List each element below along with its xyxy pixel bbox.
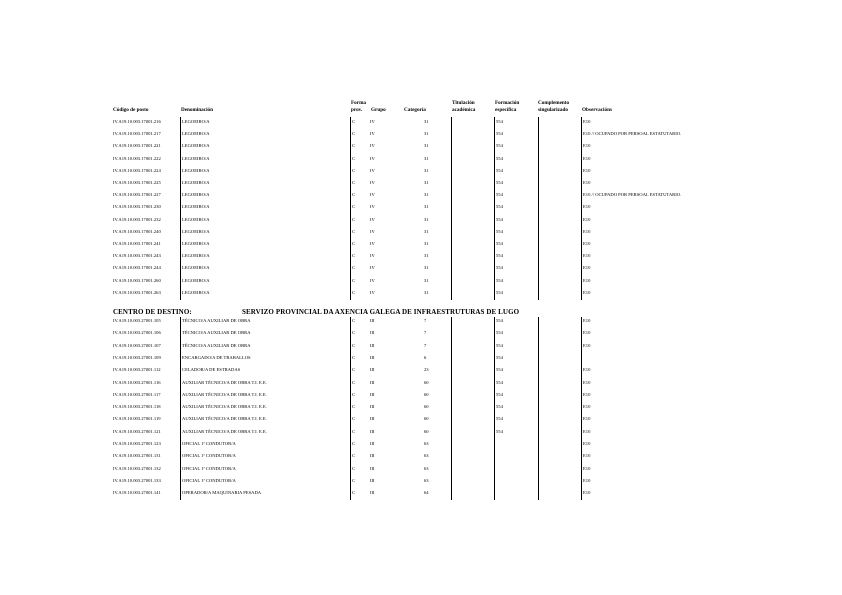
header-codigo: Código de posto (113, 107, 149, 113)
column-divider (350, 317, 351, 500)
cell-observacions: E10 (583, 167, 591, 173)
cell-denominacion: LEGOEIRO/A (182, 216, 210, 222)
cell-categoria: 63 (424, 453, 429, 459)
cell-observacions: E10 (583, 277, 591, 283)
cell-formacion: 554 (496, 228, 503, 234)
cell-categoria: 60 (424, 391, 429, 397)
cell-categoria: 31 (424, 204, 429, 210)
cell-grupo: IV (370, 155, 375, 161)
cell-categoria: 31 (424, 167, 429, 173)
cell-forma: C (352, 404, 356, 410)
cell-denominacion: OFICIAL 1ª CONDUTOR/A (182, 477, 236, 483)
cell-forma: C (352, 277, 356, 283)
cell-formacion: 554 (496, 204, 503, 210)
header-categoria: Categoría (404, 107, 426, 113)
cell-denominacion: AUXILIAR TÉCNICO/A DE OBRA T.I. E.E. (182, 428, 267, 434)
cell-categoria: 63 (424, 441, 429, 446)
header-grupo: Grupo (371, 107, 386, 113)
cell-observacions: E10 (583, 490, 591, 496)
cell-categoria: 31 (424, 265, 429, 271)
cell-denominacion: LEGOEIRO/A (182, 241, 210, 246)
cell-grupo: IV (370, 180, 375, 185)
cell-grupo: III (370, 490, 375, 496)
column-divider (494, 117, 495, 300)
cell-formacion: 554 (496, 155, 503, 161)
cell-observacions: E10 (583, 216, 591, 222)
cell-denominacion: LEGOEIRO/A (182, 253, 210, 259)
header-denominacion: Denominación (181, 107, 213, 113)
column-divider (180, 317, 181, 500)
header-complemento: Complemento singularizado (538, 100, 570, 113)
cell-formacion: 554 (496, 367, 503, 373)
cell-formacion: 554 (496, 253, 503, 259)
cell-observacions: E10 (583, 342, 591, 348)
cell-formacion: 554 (496, 330, 503, 336)
cell-forma: C (352, 216, 356, 222)
cell-denominacion: TÉCNICO/A AUXILIAR DE OBRA (182, 342, 251, 348)
cell-grupo: IV (370, 228, 375, 234)
column-divider (180, 117, 181, 300)
cell-grupo: IV (370, 143, 375, 149)
cell-denominacion: OPERADOR/A MAQUINARIA PESADA (182, 490, 262, 496)
cell-grupo: IV (370, 119, 375, 124)
cell-grupo: III (370, 330, 375, 336)
column-divider (494, 317, 495, 500)
cell-grupo: III (370, 404, 375, 410)
cell-forma: C (352, 253, 356, 259)
cell-forma: C (352, 342, 356, 348)
cell-formacion: 554 (496, 379, 503, 385)
cell-formacion: 554 (496, 131, 503, 137)
cell-categoria: 23 (424, 367, 429, 373)
column-divider (581, 117, 582, 300)
cell-observacions: E10 (583, 428, 591, 434)
cell-categoria: 63 (424, 477, 429, 483)
cell-codigo: IV.A19.10.003.17001.217 (113, 131, 161, 137)
cell-denominacion: OFICIAL 1ª CONDUTOR/A (182, 465, 236, 471)
cell-codigo: IV.A19.10.003.17001.263 (113, 289, 161, 295)
cell-denominacion: LEGOEIRO/A (182, 204, 210, 210)
cell-categoria: 31 (424, 143, 429, 149)
cell-denominacion: LEGOEIRO/A (182, 167, 210, 173)
cell-codigo: IV.A19.10.003.27001.123 (113, 441, 161, 446)
cell-grupo: IV (370, 241, 375, 246)
cell-categoria: 6 (424, 354, 427, 360)
cell-denominacion: CELADOR/A DE ESTRADAS (182, 367, 241, 373)
cell-forma: C (352, 428, 356, 434)
cell-categoria: 60 (424, 428, 429, 434)
cell-codigo: IV.A19.10.003.17001.230 (113, 204, 161, 210)
cell-codigo: IV.A19.10.003.27001.106 (113, 330, 161, 336)
cell-denominacion: LEGOEIRO/A (182, 180, 210, 185)
cell-formacion: 554 (496, 289, 503, 295)
cell-categoria: 60 (424, 379, 429, 385)
cell-forma: C (352, 289, 356, 295)
cell-formacion: 554 (496, 416, 503, 422)
cell-codigo: IV.A19.10.003.17001.243 (113, 253, 161, 259)
cell-codigo: IV.A19.10.003.27001.116 (113, 379, 161, 385)
cell-forma: C (352, 204, 356, 210)
cell-forma: C (352, 416, 356, 422)
cell-grupo: III (370, 416, 375, 422)
cell-denominacion: AUXILIAR TÉCNICO/A DE OBRA T.I. E.E. (182, 416, 267, 422)
section-title: SERVIZO PROVINCIAL DA AXENCIA GALEGA DE INFRAESTRUTURAS DE LUGO (242, 308, 520, 316)
cell-grupo: III (370, 391, 375, 397)
cell-codigo: IV.A19.10.003.27001.112 (113, 367, 161, 373)
cell-codigo: IV.A19.10.003.27001.109 (113, 354, 161, 360)
cell-codigo: IV.A19.10.003.17001.244 (113, 265, 161, 271)
cell-categoria: 31 (424, 180, 429, 185)
cell-forma: C (352, 167, 356, 173)
cell-forma: C (352, 228, 356, 234)
cell-codigo: IV.A19.10.003.27001.132 (113, 465, 161, 471)
cell-grupo: III (370, 453, 375, 459)
cell-grupo: IV (370, 277, 375, 283)
cell-grupo: III (370, 367, 375, 373)
cell-denominacion: LEGOEIRO/A (182, 131, 210, 137)
column-divider (581, 317, 582, 500)
cell-formacion: 554 (496, 404, 503, 410)
cell-formacion: 554 (496, 216, 503, 222)
header-observacions: Observacións (582, 107, 612, 113)
cell-observacions: E10 (583, 289, 591, 295)
cell-codigo: IV.A19.10.003.17001.232 (113, 216, 161, 222)
cell-categoria: 7 (424, 342, 427, 348)
cell-codigo: IV.A19.10.003.17001.225 (113, 180, 161, 185)
cell-forma: C (352, 143, 356, 149)
cell-formacion: 554 (496, 318, 503, 323)
column-divider (451, 317, 452, 500)
cell-observacions: E10 (583, 228, 591, 234)
cell-observacions: E10 (583, 367, 591, 373)
header-forma: Forma prov. (351, 100, 366, 113)
cell-forma: C (352, 131, 356, 137)
cell-denominacion: TÉCNICO/A AUXILIAR DE OBRA (182, 330, 251, 336)
cell-observacions: E10 (583, 416, 591, 422)
cell-categoria: 31 (424, 241, 429, 246)
cell-codigo: IV.A19.10.003.27001.141 (113, 490, 161, 496)
cell-observacions: E10 (583, 465, 591, 471)
cell-observacions: E10 // OCUPADO POR PERSOAL ESTATUTARIO. (583, 131, 682, 137)
cell-forma: C (352, 367, 356, 373)
cell-observacions: E10 (583, 119, 591, 124)
cell-codigo: IV.A19.10.003.17001.216 (113, 119, 161, 124)
cell-observacions: E10 (583, 391, 591, 397)
cell-grupo: III (370, 465, 375, 471)
cell-codigo: IV.A19.10.003.27001.133 (113, 477, 161, 483)
cell-observacions: E10 (583, 453, 591, 459)
cell-categoria: 31 (424, 119, 429, 124)
cell-grupo: IV (370, 131, 375, 137)
cell-denominacion: AUXILIAR TÉCNICO/A DE OBRA T.I. E.E. (182, 404, 267, 410)
cell-forma: C (352, 354, 356, 360)
cell-denominacion: LEGOEIRO/A (182, 265, 210, 271)
cell-categoria: 63 (424, 465, 429, 471)
cell-forma: C (352, 441, 356, 446)
cell-denominacion: LEGOEIRO/A (182, 228, 210, 234)
cell-denominacion: LEGOEIRO/A (182, 289, 210, 295)
cell-codigo: IV.A19.10.003.27001.105 (113, 318, 161, 323)
cell-grupo: III (370, 354, 375, 360)
column-divider (538, 317, 539, 500)
cell-observacions: E10 (583, 180, 591, 185)
cell-forma: C (352, 265, 356, 271)
cell-observacions: E10 (583, 330, 591, 336)
cell-forma: C (352, 453, 356, 459)
cell-categoria: 31 (424, 289, 429, 295)
cell-codigo: IV.A19.10.003.17001.224 (113, 167, 161, 173)
cell-codigo: IV.A19.10.003.17001.227 (113, 192, 161, 198)
cell-denominacion: AUXILIAR TÉCNICO/A DE OBRA T.I. E.E. (182, 391, 267, 397)
cell-observacions: E10 (583, 404, 591, 410)
cell-formacion: 554 (496, 342, 503, 348)
cell-denominacion: LEGOEIRO/A (182, 192, 210, 198)
cell-categoria: 31 (424, 228, 429, 234)
cell-codigo: IV.A19.10.003.27001.117 (113, 391, 161, 397)
cell-grupo: IV (370, 253, 375, 259)
cell-grupo: IV (370, 216, 375, 222)
header-formacion: Formación específica (495, 100, 520, 113)
cell-grupo: IV (370, 167, 375, 173)
section-label: CENTRO DE DESTINO: (113, 308, 192, 316)
cell-forma: C (352, 330, 356, 336)
cell-observacions: E10 (583, 253, 591, 259)
cell-forma: C (352, 318, 356, 323)
cell-observacions: E10 (583, 155, 591, 161)
cell-formacion: 554 (496, 277, 503, 283)
cell-observacions: E10 (583, 477, 591, 483)
cell-denominacion: LEGOEIRO/A (182, 277, 210, 283)
column-divider (451, 117, 452, 300)
cell-codigo: IV.A19.10.003.27001.119 (113, 416, 161, 422)
cell-denominacion: LEGOEIRO/A (182, 119, 210, 124)
cell-codigo: IV.A19.10.003.27001.107 (113, 342, 161, 348)
cell-observacions: E10 (583, 265, 591, 271)
cell-categoria: 31 (424, 216, 429, 222)
cell-formacion: 554 (496, 192, 503, 198)
cell-categoria: 31 (424, 253, 429, 259)
header-titulacion: Titulación académica (452, 100, 476, 113)
cell-codigo: IV.A19.10.003.27001.118 (113, 404, 161, 410)
cell-categoria: 7 (424, 330, 427, 336)
cell-denominacion: AUXILIAR TÉCNICO/A DE OBRA T.I. E.E. (182, 379, 267, 385)
cell-codigo: IV.A19.10.003.17001.241 (113, 241, 161, 246)
cell-formacion: 554 (496, 354, 503, 360)
cell-codigo: IV.A19.10.003.17001.260 (113, 277, 161, 283)
cell-forma: C (352, 391, 356, 397)
cell-formacion: 554 (496, 143, 503, 149)
cell-formacion: 554 (496, 241, 503, 246)
cell-denominacion: ENCARGADO/A DE TRABALLOS (182, 354, 251, 360)
cell-forma: C (352, 490, 356, 496)
cell-categoria: 60 (424, 404, 429, 410)
cell-forma: C (352, 180, 356, 185)
cell-grupo: IV (370, 204, 375, 210)
cell-codigo: IV.A19.10.003.27001.131 (113, 453, 161, 459)
cell-categoria: 31 (424, 131, 429, 137)
cell-categoria: 31 (424, 192, 429, 198)
cell-grupo: III (370, 342, 375, 348)
cell-observacions: E10 (583, 379, 591, 385)
cell-denominacion: OFICIAL 1ª CONDUTOR/A (182, 441, 236, 446)
cell-observacions: E10 // OCUPADO POR PERSOAL ESTATUTARIO. (583, 192, 682, 198)
column-divider (538, 117, 539, 300)
cell-grupo: III (370, 379, 375, 385)
cell-formacion: 554 (496, 180, 503, 185)
cell-grupo: III (370, 441, 375, 446)
cell-observacions: E10 (583, 143, 591, 149)
cell-forma: C (352, 155, 356, 161)
cell-forma: C (352, 241, 356, 246)
cell-codigo: IV.A19.10.003.17001.221 (113, 143, 161, 149)
cell-forma: C (352, 379, 356, 385)
cell-forma: C (352, 119, 356, 124)
cell-categoria: 60 (424, 416, 429, 422)
cell-categoria: 64 (424, 490, 429, 496)
cell-forma: C (352, 477, 356, 483)
cell-observacions: E10 (583, 441, 591, 446)
cell-codigo: IV.A19.10.003.17001.222 (113, 155, 161, 161)
cell-categoria: 31 (424, 277, 429, 283)
cell-forma: C (352, 192, 356, 198)
cell-denominacion: OFICIAL 1ª CONDUTOR/A (182, 453, 236, 459)
cell-grupo: IV (370, 192, 375, 198)
cell-codigo: IV.A19.10.003.27001.121 (113, 428, 161, 434)
cell-formacion: 554 (496, 265, 503, 271)
cell-formacion: 554 (496, 167, 503, 173)
cell-grupo: IV (370, 289, 375, 295)
cell-grupo: IV (370, 265, 375, 271)
cell-formacion: 554 (496, 428, 503, 434)
cell-categoria: 31 (424, 155, 429, 161)
cell-formacion: 554 (496, 391, 503, 397)
cell-denominacion: TÉCNICO/A AUXILIAR DE OBRA (182, 318, 251, 323)
cell-observacions: E10 (583, 204, 591, 210)
cell-formacion: 554 (496, 119, 503, 124)
cell-forma: C (352, 465, 356, 471)
cell-observacions: E10 (583, 241, 591, 246)
cell-codigo: IV.A19.10.003.17001.240 (113, 228, 161, 234)
cell-grupo: III (370, 318, 375, 323)
cell-categoria: 7 (424, 318, 427, 323)
cell-grupo: III (370, 477, 375, 483)
cell-denominacion: LEGOEIRO/A (182, 143, 210, 149)
column-divider (350, 117, 351, 300)
cell-observacions: E10 (583, 318, 591, 323)
cell-denominacion: LEGOEIRO/A (182, 155, 210, 161)
cell-grupo: III (370, 428, 375, 434)
